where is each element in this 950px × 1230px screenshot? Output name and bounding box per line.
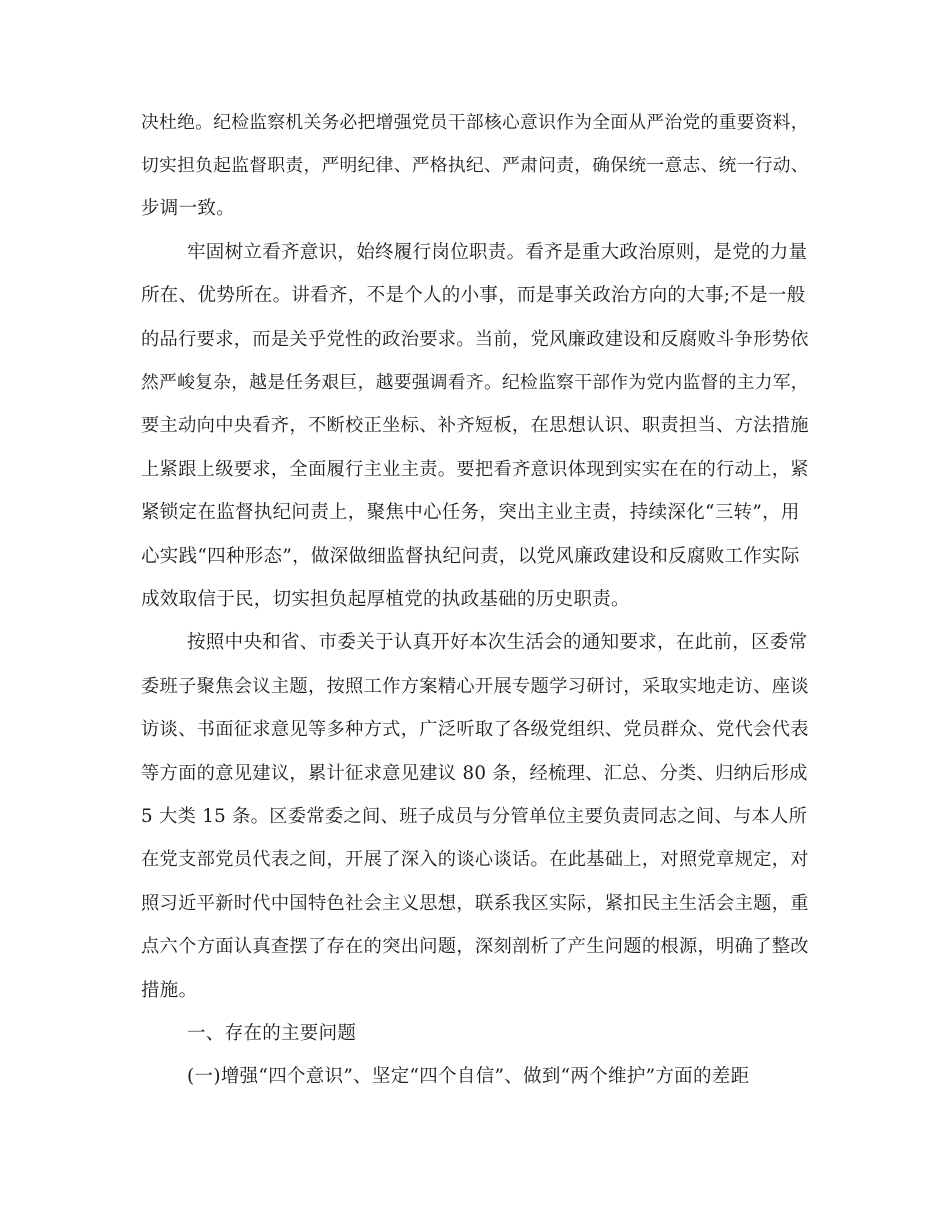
text-line: 成效取信于民，切实担负起厚植党的执政基础的历史职责。 — [141, 589, 630, 610]
text-line: 要主动向中央看齐，不断校正坐标、补齐短板，在思想认识、职责担当、方法措施 — [141, 415, 809, 436]
text-line: 然严峻复杂，越是任务艰巨，越要强调看齐。纪检监察干部作为党内监督的主力军， — [141, 373, 809, 393]
text-line: 紧锁定在监督执纪问责上，聚焦中心任务，突出主业主责，持续深化“三转”，用 — [141, 502, 800, 523]
text-line: 在党支部党员代表之间，开展了深入的谈心谈话。在此基础上，对照党章规定，对 — [141, 849, 809, 870]
text-line: 按照中央和省、市委关于认真开好本次生活会的通知要求，在此前，区委常 — [187, 632, 808, 653]
subsection-heading: (一)增强“四个意识”、坚定“四个自信”、做到“两个维护”方面的差距 — [187, 1066, 750, 1087]
text-line: 步调一致。 — [141, 198, 236, 219]
text-line: 照习近平新时代中国特色社会主义思想，联系我区实际，紧扣民主生活会主题，重 — [141, 893, 809, 914]
text-line: 的品行要求，而是关乎党性的政治要求。当前，党风廉政建设和反腐败斗争形势依 — [141, 329, 809, 350]
text-line: 点六个方面认真查摆了存在的突出问题，深刻剖析了产生问题的根源，明确了整改 — [141, 936, 809, 957]
text-line: 牢固树立看齐意识，始终履行岗位职责。看齐是重大政治原则，是党的力量 — [187, 242, 808, 263]
text-line: 切实担负起监督职责，严明纪律、严格执纪、严肃问责，确保统一意志、统一行动、 — [141, 156, 809, 176]
section-heading: 一、存在的主要问题 — [187, 1023, 357, 1044]
text-line: 措施。 — [141, 980, 198, 1001]
text-line: 访谈、书面征求意见等多种方式，广泛听取了各级党组织、党员群众、党代会代表 — [141, 719, 809, 740]
text-line: 上紧跟上级要求，全面履行主业主责。要把看齐意识体现到实实在在的行动上，紧 — [141, 459, 809, 480]
text-line: 委班子聚焦会议主题，按照工作方案精心开展专题学习研讨，采取实地走访、座谈 — [141, 676, 809, 697]
text-line: 心实践“四种形态”，做深做细监督执纪问责，以党风廉政建设和反腐败工作实际 — [141, 546, 800, 567]
text-line: 5 大类 15 条。区委常委之间、班子成员与分管单位主要负责同志之间、与本人所 — [141, 806, 808, 827]
text-line: 等方面的意见建议，累计征求意见建议 80 条，经梳理、汇总、分类、归纳后形成 — [141, 763, 808, 784]
text-line: 所在、优势所在。讲看齐，不是个人的小事，而是事关政治方向的大事;不是一般 — [141, 285, 806, 306]
text-line: 决杜绝。纪检监察机关务必把增强党员干部核心意识作为全面从严治党的重要资料， — [141, 113, 809, 133]
